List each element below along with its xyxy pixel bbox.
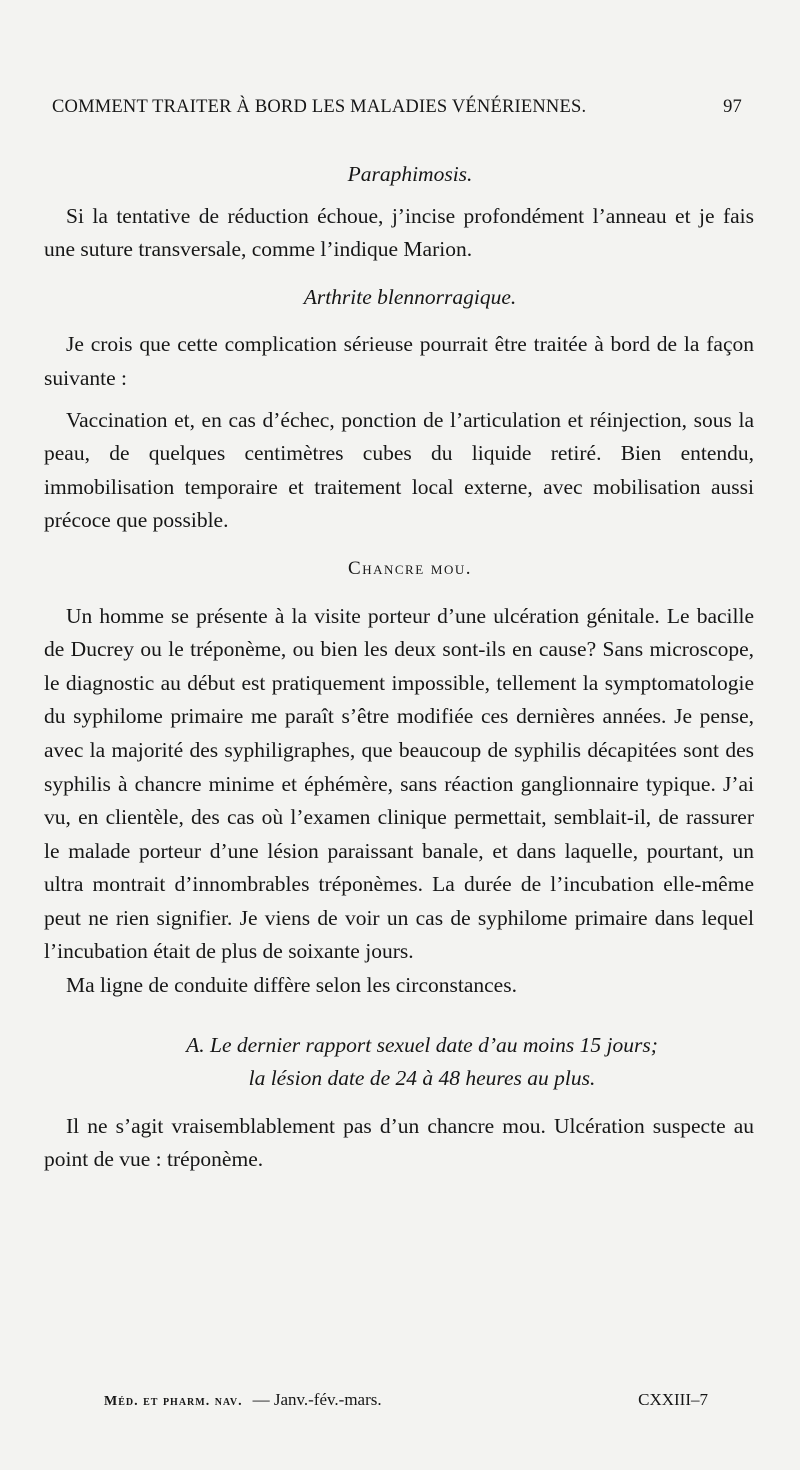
running-head-title: COMMENT TRAITER À BORD LES MALADIES VÉNÉRIENNES. xyxy=(52,97,587,117)
footer xyxy=(104,1390,708,1410)
section-title-paraphimosis: Paraphimosis. xyxy=(347,162,473,186)
section-title-chancre: Chancre mou. xyxy=(348,557,472,579)
paragraph-arthrite-1: Je crois que cette complication sérieuse pourrait être traitée à bord de la façon suivante : xyxy=(44,332,754,390)
page-number: 97 xyxy=(723,97,742,117)
footer-issue: — Janv.-fév.-mars. xyxy=(252,1390,382,1409)
subheading-line-2: la lésion date de 24 à 48 heures au plus. xyxy=(248,1066,596,1091)
body-text xyxy=(44,158,754,1177)
paragraph-chancre-2: Ma ligne de conduite diffère selon les circonstances. xyxy=(66,973,517,998)
paragraph-arthrite-2: Vaccination et, en cas d’échec, ponction de l’articulation et réinjection, sous la peau, de quelques centimètres cubes du liquide retiré. Bien entendu, immobilisation temporaire et traitement local externe, avec mobilisation aussi précoce que possible. xyxy=(44,407,754,533)
footer-signature: CXXIII–7 xyxy=(638,1390,708,1409)
footer-journal: Méd. et pharm. nav. xyxy=(104,1394,243,1409)
running-head xyxy=(52,97,742,118)
paragraph-final: Il ne s’agit vraisemblablement pas d’un chancre mou. Ulcération suspecte au point de vue : tréponème. xyxy=(44,1113,754,1172)
subheading-line-1: A. Le dernier rapport sexuel date d’au moins 15 jours; xyxy=(186,1032,658,1057)
section-title-arthrite: Arthrite blennorragique. xyxy=(303,284,517,309)
paragraph-chancre-1: Un homme se présente à la visite porteur d’une ulcération génitale. Le bacille de Ducrey ou le tréponème, ou bien les deux sont-ils en cause? Sans microscope, le diagnostic au début est pratiquement impossible, tellement la symptomatologie du syphilome primaire me paraît s’être modifiée ces dernières années. Je pense, avec la majorité des syphiligraphes, que beaucoup de syphilis décapitées sont des syphilis à chancre minime et éphémère, sans réaction ganglionnaire typique. J’ai vu, en clientèle, des cas où l’examen clinique permettait, semblait-il, de rassurer le malade porteur d’une lésion paraissant banale, et dans laquelle, pourtant, un ultra montrait d’innombrables tréponèmes. La durée de l’incubation elle-même peut ne rien signifier. Je viens de voir un cas de syphilome primaire dans lequel l’incubation était de plus de soixante jours. xyxy=(44,603,754,964)
paragraph-paraphimosis: Si la tentative de réduction échoue, j’incise profondément l’anneau et je fais une suture transversale, comme l’indique Marion. xyxy=(44,203,754,262)
